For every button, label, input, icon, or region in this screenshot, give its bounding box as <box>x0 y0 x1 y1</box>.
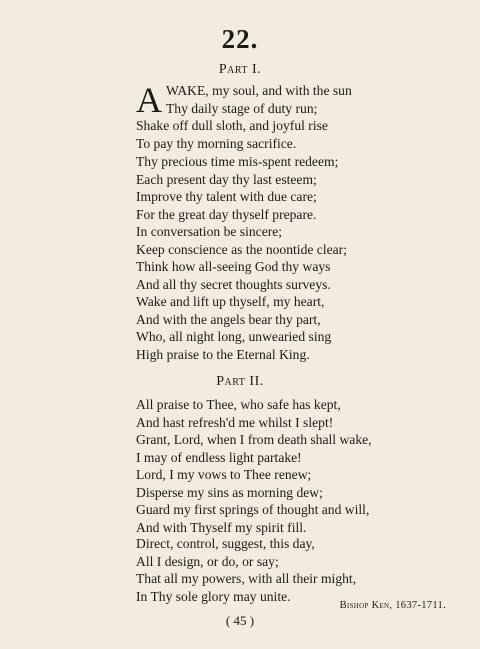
stanza-line: I may of endless light partake! <box>136 450 302 466</box>
stanza-line: Improve thy talent with due care; <box>136 189 317 205</box>
stanza-line: Who, all night long, unwearied sing <box>136 329 332 345</box>
stanza-7 <box>136 535 356 606</box>
stanza-3 <box>136 223 347 294</box>
stanza-6 <box>136 466 369 537</box>
stanza-2 <box>136 153 338 224</box>
stanza-line: Thy precious time mis-spent redeem; <box>136 154 339 169</box>
author-attribution: Bishop Ken, 1637-1711. <box>339 600 446 611</box>
stanza-line: Grant, Lord, when I from death shall wake, <box>136 432 372 448</box>
hymn-number: 22. <box>221 24 259 54</box>
part-two-heading: Part II. <box>216 374 264 389</box>
stanza-line: To pay thy morning sacrifice. <box>136 136 297 152</box>
stanza-line: And with the angels bear thy part, <box>136 311 321 327</box>
stanza-line: Wake and lift up thyself, my heart, <box>136 294 325 309</box>
drop-cap: A <box>136 80 162 120</box>
stanza-line: Shake off dull sloth, and joyful rise <box>136 118 328 134</box>
stanza-line: And with Thyself my spirit fill. <box>136 520 307 536</box>
stanza-line <box>136 82 352 100</box>
stanza-line: And all thy secret thoughts surveys. <box>136 277 331 293</box>
stanza-5 <box>136 396 372 467</box>
part-one-heading: Part I. <box>218 62 262 77</box>
stanza-1 <box>136 82 352 153</box>
stanza-line: That all my powers, with all their might, <box>136 571 357 587</box>
stanza-line: And hast refresh'd me whilst I slept! <box>136 414 334 430</box>
stanza-line: Lord, I my vows to Thee renew; <box>136 467 312 482</box>
stanza-line: All I design, or do, or say; <box>136 553 279 569</box>
stanza-line: Thy daily stage of duty run; <box>166 100 318 116</box>
stanza-line: Each present day thy last esteem; <box>136 171 317 187</box>
stanza-line: In Thy sole glory may unite. <box>136 589 291 605</box>
first-line-rest: my soul, and with the sun <box>208 83 352 98</box>
stanza-line: For the great day thyself prepare. <box>136 207 317 223</box>
page-number: ( 45 ) <box>225 613 255 628</box>
stanza-line: Direct, control, suggest, this day, <box>136 536 315 551</box>
stanza-line: Think how all-seeing God thy ways <box>136 259 331 275</box>
stanza-line: All praise to Thee, who safe has kept, <box>136 397 341 412</box>
stanza-line: High praise to the Eternal King. <box>136 347 310 363</box>
stanza-line: Disperse my sins as morning dew; <box>136 484 323 500</box>
stanza-line: Keep conscience as the noontide clear; <box>136 241 347 257</box>
stanza-line: In conversation be sincere; <box>136 224 283 239</box>
stanza-4 <box>136 293 331 364</box>
stanza-line: Guard my first springs of thought and will, <box>136 502 370 518</box>
first-word: WAKE, <box>166 83 209 98</box>
